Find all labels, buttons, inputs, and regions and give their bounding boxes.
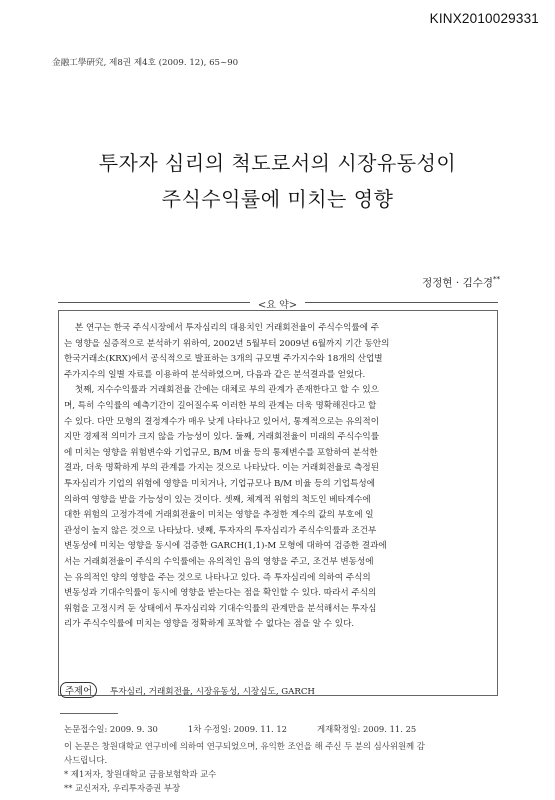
abstract-rule-right	[305, 302, 498, 303]
author-note-2: ** 교신저자, 우리투자증권 부장	[64, 783, 181, 793]
abstract-line: 에 미치는 영향을 위험변수와 기업규모, B/M 비율 등의 통제변수를 포함하여 분석한	[64, 447, 378, 458]
paper-title-line-2: 주식수익률에 미치는 영향	[161, 187, 394, 211]
abstract-line: 서는 거래회전율이 주식의 수익률에는 유의적인 음의 영향을 주고, 조건부 변동성에	[64, 556, 374, 567]
abstract-line: 며, 특히 수익률의 예측기간이 길어질수록 이러한 부의 관계는 더욱 명확해진다고 할	[64, 400, 377, 411]
author-line	[422, 275, 500, 290]
abstract-heading: <요 약>	[257, 300, 298, 311]
footnote-rule	[60, 713, 118, 714]
abstract-line: 지만 경제적 의미가 크지 않을 가능성이 있다. 둘째, 거래회전율이 미래의 주식수익률	[64, 432, 380, 443]
abstract-line: 수 있다. 다만 모형의 결정계수가 매우 낮게 나타나고 있어서, 통계적으로는 유의적이	[64, 416, 380, 427]
abstract-line: 변동성에 미치는 영향을 동시에 검증한 GARCH(1,1)-M 모형에 대하여 검증한 결과에	[64, 541, 387, 552]
abstract-line: 한국거래소(KRX)에서 공식적으로 발표하는 3개의 규모별 주가지수와 18개의 산업별	[64, 354, 383, 365]
abstract-line: 첫째, 지수수익률과 거래회전율 간에는 대체로 부의 관계가 존재한다고 할 수 있으	[64, 385, 379, 396]
accepted-date: 게재확정일: 2009. 11. 25	[317, 724, 417, 734]
abstract-line: 대한 위험의 고정가격에 거래회전율이 미치는 영향을 추정한 계수의 값의 부호에 일	[64, 510, 374, 521]
abstract-line: 리가 주식수익률에 미치는 영향을 정확하게 포착할 수 없다는 점을 알 수 있다.	[64, 619, 355, 630]
author-footnote-mark: **	[493, 275, 500, 284]
abstract-line: 결과, 더욱 명확하게 부의 관계를 가지는 것으로 나타났다. 이는 거래회전율로 측정된	[64, 463, 380, 474]
submission-dates	[64, 723, 446, 735]
abstract-body	[64, 321, 492, 633]
document-id: KINX2010029331	[429, 11, 539, 26]
funding-note-line-1: 이 논문은 창원대학교 연구비에 의하여 연구되었으며, 유익한 조언을 해 주신 두 분의 심사위원께 감	[64, 741, 425, 751]
funding-note-line-2: 사드립니다.	[64, 755, 108, 765]
author-name-1: 정정현	[422, 277, 453, 289]
abstract-line: 변동성과 기대수익률이 동시에 영향을 받는다는 점을 확인할 수 있다. 따라서 주식의	[64, 588, 377, 599]
abstract-line: 의하여 영향을 받을 가능성이 있는 것이다. 셋째, 체계적 위험의 척도인 베타계수에	[64, 494, 371, 505]
author-name-2: 김수경	[462, 277, 493, 289]
abstract-line: 주가지수의 일별 자료를 이용하여 분석하였으며, 다음과 같은 분석결과를 얻었다.	[64, 369, 366, 380]
journal-citation: 金融工學硏究, 제8권 제4호 (2009. 12), 65~90	[52, 58, 239, 68]
abstract-line: 투자심리가 기업의 위험에 영향을 미치거나, 기업규모나 B/M 비율 등의 기업특성에	[64, 478, 375, 489]
abstract-line: 관성이 높지 않은 것으로 나타났다. 넷째, 투자자의 투자심리가 주식수익률과 조건부	[64, 525, 377, 536]
abstract-line: 위험을 고정시켜 둔 상태에서 투자심리와 기대수익률의 관계만을 분석해서는 투자심	[64, 603, 377, 614]
author-separator: ·	[452, 277, 463, 289]
abstract-line: 는 영향을 실증적으로 분석하기 위하여, 2002년 5월부터 2009년 6월까지 기간 동안의	[64, 338, 390, 349]
received-date: 논문접수일: 2009. 9. 30	[64, 724, 158, 734]
author-note-1: * 제1저자, 창원대학교 금융보험학과 교수	[64, 769, 217, 779]
abstract-line: 본 연구는 한국 주식시장에서 투자심리의 대용치인 거래회전율이 주식수익률에 주	[64, 323, 380, 333]
keywords-label: 주제어	[60, 682, 97, 698]
paper-title-line-1: 투자자 심리의 척도로서의 시장유동성이	[98, 151, 457, 175]
keywords-text: 투자심리, 거래회전율, 시장유동성, 시장심도, GARCH	[110, 687, 315, 697]
abstract-line: 는 유의적인 양의 영향을 주는 것으로 나타나고 있다. 즉 투자심리에 의하여 주식의	[64, 572, 371, 583]
revised-date: 1차 수정일: 2009. 11. 12	[187, 724, 288, 734]
